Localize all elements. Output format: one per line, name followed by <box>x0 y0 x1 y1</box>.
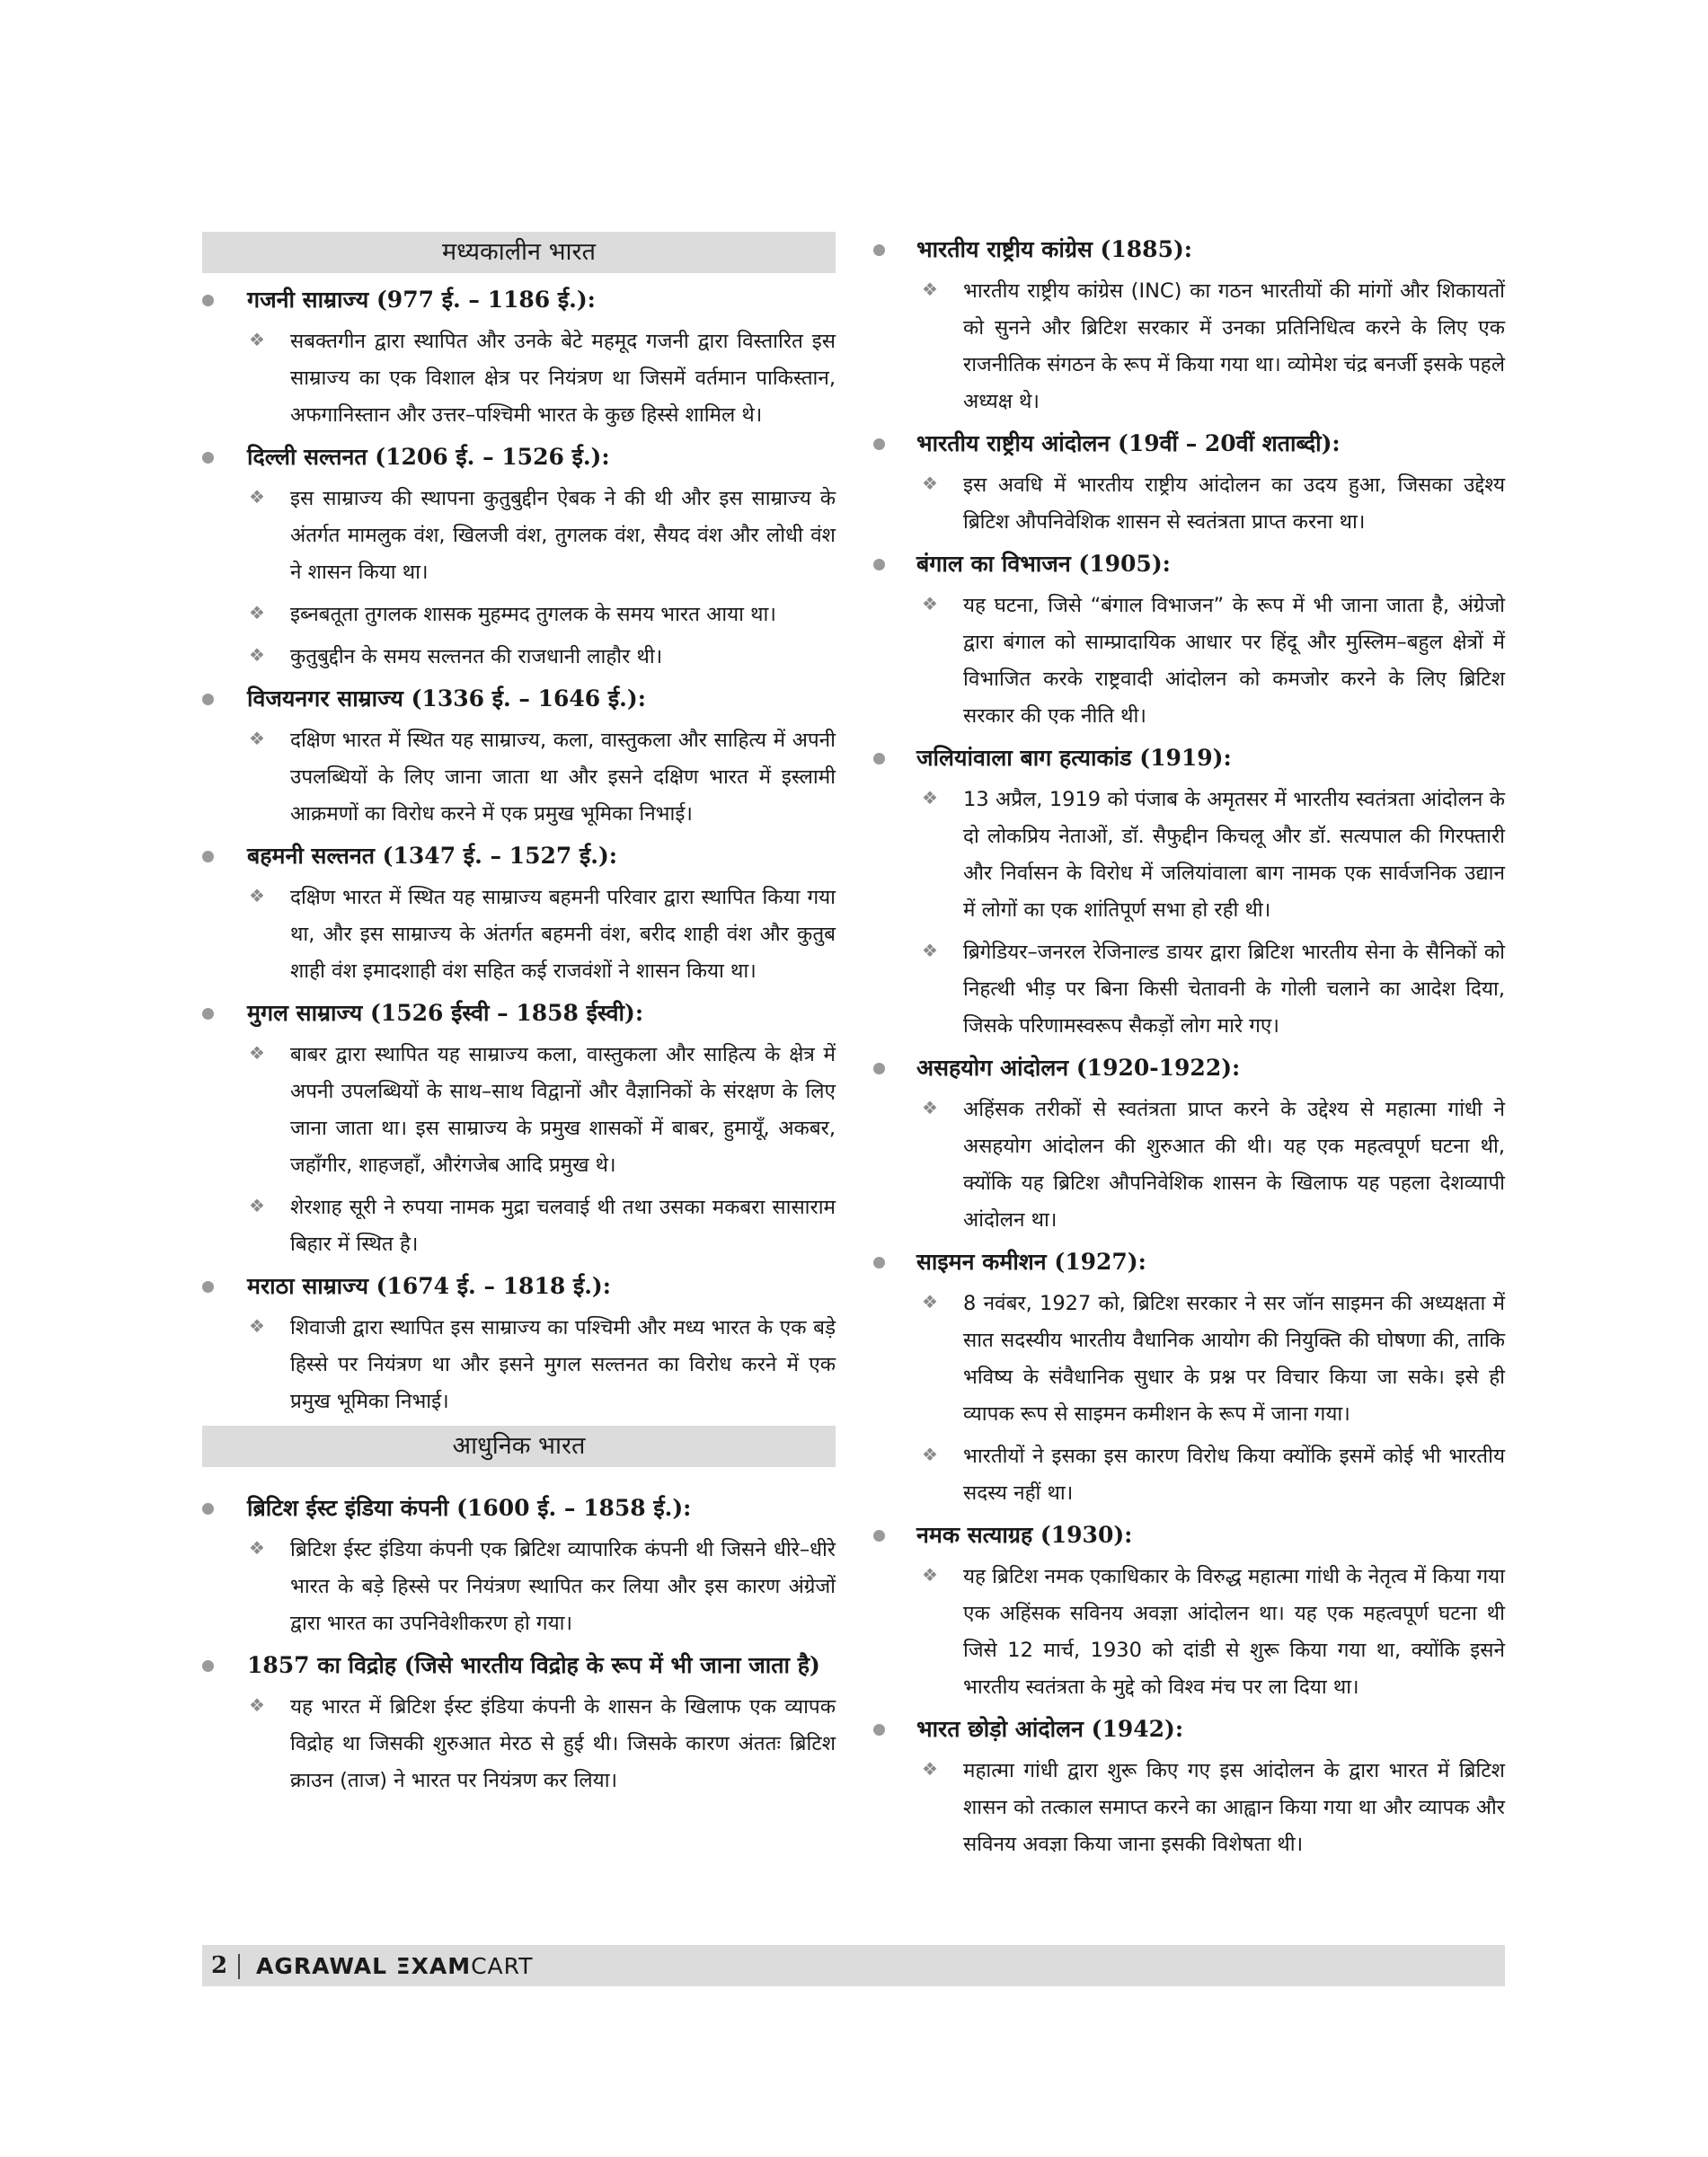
point-text: ब्रिगेडियर–जनरल रेजिनाल्ड डायर द्वारा ब्रिटिश भारतीय सेना के सैनिकों को निहत्थी भीड़ पर बिना किसी चेतावनी के गोली चलाने का आदेश दिया, जिसके परिणामस्वरूप सैकड़ों लोग मारे गए। <box>963 941 1505 1038</box>
topic <box>202 838 836 990</box>
bullet-icon <box>873 244 885 256</box>
bullet-icon <box>202 1008 214 1020</box>
topic-point <box>202 1532 836 1642</box>
topic-point <box>202 481 836 591</box>
topic-heading <box>863 1517 1505 1553</box>
topic-heading <box>863 1050 1505 1086</box>
topic <box>202 1490 836 1642</box>
topic-heading <box>863 740 1505 776</box>
topic-title: दिल्ली सल्तनत (1206 ई. – 1526 ई.): <box>247 444 610 470</box>
diamond-bullet-icon: ❖ <box>922 593 938 614</box>
diamond-bullet-icon: ❖ <box>249 1694 265 1716</box>
topic-point <box>863 467 1505 541</box>
topic <box>863 1517 1505 1706</box>
topic-heading <box>863 232 1505 268</box>
topic <box>863 1244 1505 1512</box>
topic-point <box>863 782 1505 929</box>
point-text: भारतीयों ने इसका इस कारण विरोध किया क्योंकि इसमें कोई भी भारतीय सदस्य नहीं था। <box>963 1445 1505 1505</box>
bullet-icon <box>873 1724 885 1736</box>
topic-title: भारतीय राष्ट्रीय कांग्रेस (1885): <box>916 236 1193 262</box>
topic-heading <box>202 838 836 874</box>
diamond-bullet-icon: ❖ <box>249 486 265 508</box>
bullet-icon <box>873 1063 885 1074</box>
topic-point <box>863 1286 1505 1433</box>
topic-title: भारतीय राष्ट्रीय आंदोलन (19वीं – 20वीं शताब्दी): <box>916 430 1341 456</box>
diamond-bullet-icon: ❖ <box>922 1097 938 1118</box>
diamond-bullet-icon: ❖ <box>249 1315 265 1337</box>
bullet-icon <box>202 452 214 464</box>
topic-heading <box>863 1711 1505 1747</box>
right-topics <box>863 232 1505 1863</box>
point-text: इस साम्राज्य की स्थापना कुतुबुद्दीन ऐबक ने की थी और इस साम्राज्य के अंतर्गत मामलुक वंश, खिलजी वंश, तुगलक वंश, सैयद वंश और लोधी वंश ने शासन किया था। <box>290 487 836 584</box>
bullet-icon <box>873 1257 885 1269</box>
topic-point <box>202 323 836 434</box>
topic-point <box>202 1037 836 1184</box>
topic-point <box>863 1438 1505 1512</box>
topic-point <box>863 273 1505 420</box>
topic <box>863 546 1505 735</box>
topic <box>863 426 1505 541</box>
topic-heading <box>863 426 1505 462</box>
diamond-bullet-icon: ❖ <box>922 1444 938 1465</box>
topic-title: नमक सत्याग्रह (1930): <box>916 1522 1133 1548</box>
topic-heading <box>202 1490 836 1526</box>
bullet-icon <box>202 851 214 862</box>
topic-title: ब्रिटिश ईस्ट इंडिया कंपनी (1600 ई. – 1858 ई.): <box>247 1495 692 1521</box>
topic <box>863 1050 1505 1239</box>
topic <box>202 439 836 676</box>
topic-heading <box>202 1648 836 1684</box>
bullet-icon <box>873 753 885 765</box>
topic-title: मराठा साम्राज्य (1674 ई. – 1818 ई.): <box>247 1273 611 1299</box>
topic <box>202 282 836 434</box>
bullet-icon <box>873 438 885 450</box>
point-text: 13 अप्रैल, 1919 को पंजाब के अमृतसर में भारतीय स्वतंत्रता आंदोलन के दो लोकप्रिय नेताओं, डॉ. सैफुद्दीन किचलू और डॉ. सत्यपाल की गिरफ्तारी और निर्वासन के विरोध में जलियांवाला बाग नामक एक सार्वजनिक उद्यान में लोगों का एक शांतिपूर्ण सभा हो रही थी। <box>963 788 1505 922</box>
topic-point <box>863 1559 1505 1706</box>
point-text: 8 नवंबर, 1927 को, ब्रिटिश सरकार ने सर जॉन साइमन की अध्यक्षता में सात सदस्यीय भारतीय वैधानिक आयोग की नियुक्ति की घोषणा की, ताकि भविष्य के संवैधानिक सुधार के प्रश्न पर विचार किया जा सके। इसे ही व्यापक रूप से साइमन कमीशन के रूप में जाना गया। <box>963 1292 1505 1426</box>
topic-title: साइमन कमीशन (1927): <box>916 1249 1146 1275</box>
bullet-icon <box>202 694 214 705</box>
topic-point <box>202 1689 836 1799</box>
point-text: यह ब्रिटिश नमक एकाधिकार के विरुद्ध महात्मा गांधी के नेतृत्व में किया गया एक अहिंसक सविनय अवज्ञा आंदोलन था। यह एक महत्वपूर्ण घटना थी जिसे 12 मार्च, 1930 को दांडी से शुरू किया गया था, क्योंकि इसने भारतीय स्वतंत्रता के मुद्दे को विश्व मंच पर ला दिया था। <box>963 1565 1505 1699</box>
point-text: इब्नबतूता तुगलक शासक मुहम्मद तुगलक के समय भारत आया था। <box>290 603 776 626</box>
topic-heading <box>202 1269 836 1304</box>
diamond-bullet-icon: ❖ <box>922 787 938 809</box>
diamond-bullet-icon: ❖ <box>922 278 938 300</box>
topic <box>202 1648 836 1799</box>
diamond-bullet-icon: ❖ <box>922 940 938 961</box>
left-topics-modern <box>202 1490 836 1799</box>
left-topics <box>202 282 836 1420</box>
topic-title: भारत छोड़ो आंदोलन (1942): <box>916 1716 1184 1742</box>
right-column <box>863 232 1505 1869</box>
topic-title: असहयोग आंदोलन (1920-1922): <box>916 1055 1241 1081</box>
topic-point <box>863 1092 1505 1239</box>
topic <box>202 1269 836 1420</box>
topic <box>863 232 1505 420</box>
topic <box>863 1711 1505 1863</box>
point-text: अहिंसक तरीकों से स्वतंत्रता प्राप्त करने के उद्देश्य से महात्मा गांधी ने असहयोग आंदोलन की शुरुआत की थी। यह एक महत्वपूर्ण घटना थी, क्योंकि यह ब्रिटिश औपनिवेशिक शासन के खिलाफ यह पहला देशव्यापी आंदोलन था। <box>963 1098 1505 1232</box>
bullet-icon <box>202 1660 214 1672</box>
topic-heading <box>863 546 1505 582</box>
bullet-icon <box>202 295 214 306</box>
topic-heading <box>202 439 836 475</box>
footer-separator <box>238 1954 240 1979</box>
diamond-bullet-icon: ❖ <box>922 1291 938 1313</box>
left-column <box>202 232 836 1805</box>
topic <box>202 995 836 1263</box>
topic-point <box>863 934 1505 1045</box>
point-text: शिवाजी द्वारा स्थापित इस साम्राज्य का पश्चिमी और मध्य भारत के एक बड़े हिस्से पर नियंत्रण था और इसने मुगल सल्तनत का विरोध करने में एक प्रमुख भूमिका निभाई। <box>290 1316 836 1413</box>
topic-heading <box>202 995 836 1031</box>
diamond-bullet-icon: ❖ <box>249 602 265 623</box>
point-text: शेरशाह सूरी ने रुपया नामक मुद्रा चलवाई थी तथा उसका मकबरा सासाराम बिहार में स्थित है। <box>290 1196 836 1256</box>
brand-light: CART <box>471 1953 534 1979</box>
topic-heading <box>202 681 836 717</box>
point-text: सबक्तगीन द्वारा स्थापित और उनके बेटे महमूद गजनी द्वारा विस्तारित इस साम्राज्य का एक विशाल क्षेत्र पर नियंत्रण था जिसमें वर्तमान पाकिस्तान, अफगानिस्तान और उत्तर–पश्चिमी भारत के कुछ हिस्से शामिल थे। <box>290 330 836 427</box>
page-footer <box>202 1945 1505 1986</box>
topic-title: 1857 का विद्रोह (जिसे भारतीय विद्रोह के रूप में भी जाना जाता है) <box>247 1652 820 1678</box>
point-text: इस अवधि में भारतीय राष्ट्रीय आंदोलन का उदय हुआ, जिसका उद्देश्य ब्रिटिश औपनिवेशिक शासन से स्वतंत्रता प्राप्त करना था। <box>963 473 1505 534</box>
diamond-bullet-icon: ❖ <box>249 329 265 350</box>
topic-heading <box>863 1244 1505 1280</box>
topic-point <box>202 1310 836 1420</box>
topic-title: बहमनी सल्तनत (1347 ई. – 1527 ई.): <box>247 843 618 869</box>
diamond-bullet-icon: ❖ <box>922 1758 938 1780</box>
topic-point <box>202 722 836 833</box>
topic-title: गजनी साम्राज्य (977 ई. – 1186 ई.): <box>247 287 596 313</box>
topic-point <box>202 1189 836 1263</box>
topic-point <box>202 597 836 633</box>
topic <box>863 740 1505 1045</box>
bullet-icon <box>873 1530 885 1542</box>
point-text: महात्मा गांधी द्वारा शुरू किए गए इस आंदोलन के द्वारा भारत में ब्रिटिश शासन को तत्काल समाप्त करने का आह्वान किया गया था और व्यापक और सविनय अवज्ञा किया जाना इसकी विशेषता थी। <box>963 1759 1505 1856</box>
section-heading-medieval: मध्यकालीन भारत <box>202 232 836 273</box>
topic <box>202 681 836 833</box>
topic-point <box>202 639 836 676</box>
topic-title: जलियांवाला बाग हत्याकांड (1919): <box>916 745 1232 771</box>
topic-point <box>863 588 1505 735</box>
diamond-bullet-icon: ❖ <box>249 1042 265 1064</box>
section-heading-modern: आधुनिक भारत <box>202 1426 836 1467</box>
topic-point <box>202 880 836 990</box>
point-text: यह भारत में ब्रिटिश ईस्ट इंडिया कंपनी के शासन के खिलाफ एक व्यापक विद्रोह था जिसकी शुरुआत मेरठ से हुई थी। जिसके कारण अंततः ब्रिटिश क्राउन (ताज) ने भारत पर नियंत्रण कर लिया। <box>290 1695 836 1792</box>
bullet-icon <box>202 1281 214 1293</box>
point-text: दक्षिण भारत में स्थित यह साम्राज्य, कला, वास्तुकला और साहित्य में अपनी उपलब्धियों के लिए जाना जाता था और इसने दक्षिण भारत में इस्लामी आक्रमणों का विरोध करने में एक प्रमुख भूमिका निभाई। <box>290 729 836 826</box>
diamond-bullet-icon: ❖ <box>249 1537 265 1559</box>
point-text: कुतुबुद्दीन के समय सल्तनत की राजधानी लाहौर थी। <box>290 645 663 668</box>
diamond-bullet-icon: ❖ <box>922 473 938 494</box>
brand-logo <box>256 1953 533 1979</box>
diamond-bullet-icon: ❖ <box>249 885 265 906</box>
diamond-bullet-icon: ❖ <box>249 1195 265 1216</box>
diamond-bullet-icon: ❖ <box>249 728 265 749</box>
point-text: ब्रिटिश ईस्ट इंडिया कंपनी एक ब्रिटिश व्यापारिक कंपनी थी जिसने धीरे–धीरे भारत के बड़े हिस्से पर नियंत्रण स्थापित कर लिया और इस कारण अंग्रेजों द्वारा भारत का उपनिवेशीकरण हो गया। <box>290 1538 836 1635</box>
point-text: बाबर द्वारा स्थापित यह साम्राज्य कला, वास्तुकला और साहित्य के क्षेत्र में अपनी उपलब्धियों के साथ–साथ विद्वानों और वैज्ञानिकों के संरक्षण के लिए जाना जाता था। इस साम्राज्य के प्रमुख शासकों में बाबर, हुमायूँ, अकबर, जहाँगीर, शाहजहाँ, औरंगजेब आदि प्रमुख थे। <box>290 1043 836 1177</box>
topic-title: बंगाल का विभाजन (1905): <box>916 551 1171 577</box>
bullet-icon <box>202 1503 214 1515</box>
topic-heading <box>202 282 836 318</box>
topic-title: विजयनगर साम्राज्य (1336 ई. – 1646 ई.): <box>247 685 646 712</box>
bullet-icon <box>873 559 885 570</box>
diamond-bullet-icon: ❖ <box>249 644 265 666</box>
point-text: भारतीय राष्ट्रीय कांग्रेस (INC) का गठन भारतीयों की मांगों और शिकायतों को सुनने और ब्रिटिश सरकार में उनका प्रतिनिधित्व करने के लिए एक राजनीतिक संगठन के रूप में किया गया था। व्योमेश चंद्र बनर्जी इसके पहले अध्यक्ष थे। <box>963 279 1505 413</box>
topic-title: मुगल साम्राज्य (1526 ईस्वी – 1858 ईस्वी): <box>247 1000 644 1026</box>
point-text: दक्षिण भारत में स्थित यह साम्राज्य बहमनी परिवार द्वारा स्थापित किया गया था, और इस साम्राज्य के अंतर्गत बहमनी वंश, बरीद शाही वंश और कुतुब शाही वंश इमादशाही वंश सहित कई राजवंशों ने शासन किया था। <box>290 886 836 983</box>
diamond-bullet-icon: ❖ <box>922 1564 938 1586</box>
point-text: यह घटना, जिसे “बंगाल विभाजन” के रूप में भी जाना जाता है, अंग्रेजो द्वारा बंगाल को साम्प्रादायिक आधार पर हिंदू और मुस्लिम–बहुल क्षेत्रों में विभाजित करके राष्ट्रवादी आंदोलन को कमजोर करने के लिए ब्रिटिश सरकार की एक नीति थी। <box>963 594 1505 728</box>
topic-point <box>863 1753 1505 1863</box>
brand-bold: AGRAWAL ΞXAM <box>256 1953 472 1979</box>
page-number: 2 <box>211 1952 228 1979</box>
